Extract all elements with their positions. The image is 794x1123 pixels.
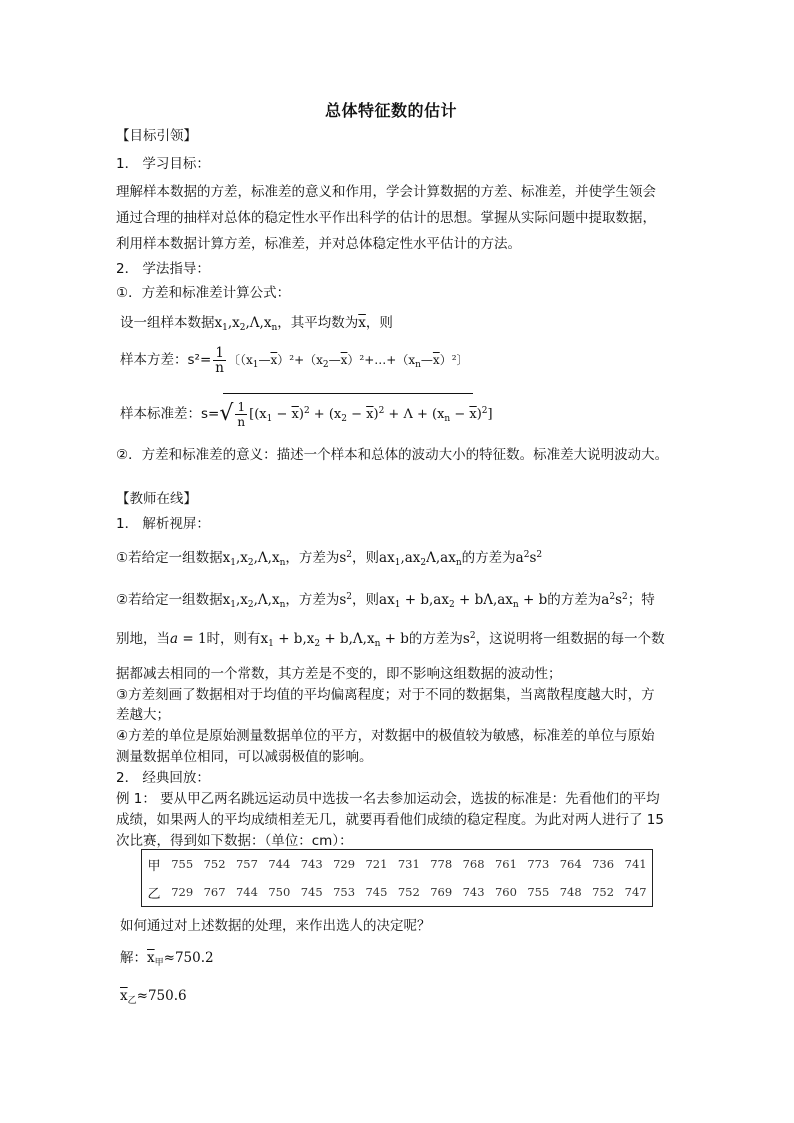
goal-paragraph-line-1: 理解样本数据的方差，标准差的意义和作用，学会计算数据的方差、标准差，并使学生领会	[116, 184, 656, 200]
variance-expression: 〔$(x_1—\overline{x})^2+(x_2—\overline{x})^2+\dots+(x_n—\overline{x})^2$〕	[227, 353, 469, 370]
table-cell: 767	[203, 885, 226, 899]
setup-mean: $\overline{x}$	[358, 315, 366, 331]
goal-paragraph-line-3: 利用样本数据计算方差，标准差，并对总体稳定性水平估计的方法。	[116, 236, 521, 252]
table-cell: 745	[300, 885, 323, 899]
variance-fraction: $\frac{1}{n}$	[215, 344, 224, 376]
table-cell: 741	[624, 857, 647, 871]
table-cell: 752	[397, 885, 420, 899]
table-cell: 745	[365, 885, 388, 899]
table-cell: 750	[268, 885, 291, 899]
solution-line-2: $\overline{x}_乙\approx 750.6$	[120, 988, 187, 1006]
table-cell: 755	[171, 857, 194, 871]
table-cell: 753	[333, 885, 356, 899]
goal-paragraph-line-2: 通过合理的抽样对总体的稳定性水平作出科学的估计的思想。掌握从实际问题中提取数据，	[116, 210, 656, 226]
teacher-point-1: ①若给定一组数据$x_1,x_2,\Lambda,x_n$，方差为$s^2$，则$ax_1,ax_2\Lambda,ax_n$的方差为$a^2s^2$	[116, 550, 543, 568]
sqrt-sign: √	[219, 401, 234, 426]
teacher-point-2: ②若给定一组数据$x_1,x_2,\Lambda,x_n$，方差为$s^2$，则$ax_1 + b,ax_2 + b\Lambda,ax_n + b$的方差为$a^2s^2$；特	[116, 592, 655, 610]
table-cell: 752	[592, 885, 615, 899]
goal-item-1: 1． 学习目标：	[116, 156, 210, 172]
solution-line-1: 解：$\overline{x}_甲\approx 750.2$	[120, 950, 214, 968]
goal-item-2: 2． 学法指导：	[116, 261, 210, 277]
table-cell: 768	[462, 857, 485, 871]
variance-formula	[120, 343, 469, 377]
table-cell: 744	[235, 885, 258, 899]
row-label: 乙	[147, 886, 161, 902]
table-cell: 757	[235, 857, 258, 871]
table-cell: 755	[527, 885, 550, 899]
table-cell: 747	[624, 885, 647, 899]
row-label: 甲	[147, 858, 161, 874]
teacher-point-2-end: 据都减去相同的一个常数，其方差是不变的，即不影响这组数据的波动性；	[116, 666, 562, 682]
example-question: 如何通过对上述数据的处理，来作出选人的决定呢？	[120, 918, 431, 934]
section-heading-teacher: 【教师在线】	[116, 491, 197, 507]
table-cell: 778	[430, 857, 453, 871]
teacher-item-2: 2． 经典回放：	[116, 770, 210, 786]
table-cell: 744	[268, 857, 291, 871]
setup-prefix: 设一组样本数据	[120, 315, 215, 331]
sd-fraction: $\frac{1}{n}$	[237, 399, 246, 429]
sqrt-vinculum	[223, 393, 473, 394]
table-cell: 721	[365, 857, 388, 871]
setup-vars: $x_1,x_2,\Lambda,x_n$	[214, 315, 278, 333]
table-cell: 748	[559, 885, 582, 899]
formula-setup	[120, 311, 393, 333]
variance-label: 样本方差：s²=	[120, 352, 212, 368]
example-1-line-2: 成绩，如果两人的平均成绩相差无几，就要再看他们成绩的稳定程度。为此对两人进行了 15	[116, 812, 664, 828]
teacher-point-4-line-2: 测量数据单位相同，可以减弱极值的影响。	[116, 749, 373, 765]
table-cell: 729	[171, 885, 194, 899]
table-cell: 729	[333, 857, 356, 871]
goal-sub-2: ②．方差和标准差的意义：描述一个样本和总体的波动大小的特征数。标准差大说明波动大。	[116, 447, 669, 463]
table-cell: 764	[559, 857, 582, 871]
table-cell: 769	[430, 885, 453, 899]
section-heading-goal: 【目标引领】	[116, 128, 197, 144]
table-cell: 743	[300, 857, 323, 871]
teacher-item-1: 1． 解析视屏：	[116, 516, 210, 532]
teacher-point-3-line-2: 差越大；	[116, 707, 170, 723]
sd-label: 样本标准差：s=	[120, 406, 220, 422]
table-row	[142, 850, 653, 879]
goal-sub-1: ①．方差和标准差计算公式：	[116, 285, 291, 301]
scores-table	[141, 849, 653, 907]
page-title: 总体特征数的估计	[325, 101, 458, 120]
setup-suffix: ，则	[365, 315, 393, 331]
example-1-line-3: 次比赛，得到如下数据：（单位：cm）：	[116, 833, 353, 849]
table-cell: 736	[592, 857, 615, 871]
sd-formula	[120, 396, 493, 429]
teacher-point-2-continued: 别地，当a = 1时，则有$x_1 + b,x_2 + b,\Lambda,x_n + b$的方差为$s^2$，这说明将一组数据的每一个数	[116, 631, 665, 649]
setup-mid: ，其平均数为	[277, 315, 359, 331]
table-cell: 773	[527, 857, 550, 871]
example-1-line-1: 例 1： 要从甲乙两名跳远运动员中选拔一名去参加运动会，选拔的标准是：先看他们的平均	[116, 791, 660, 807]
teacher-point-4-line-1: ④方差的单位是原始测量数据单位的平方，对数据中的极值较为敏感，标准差的单位与原始	[116, 728, 655, 744]
teacher-point-3-line-1: ③方差刻画了数据相对于均值的平均偏离程度；对于不同的数据集，当离散程度越大时，方	[116, 687, 655, 703]
table-cell: 752	[203, 857, 226, 871]
table-cell: 761	[494, 857, 517, 871]
table-cell: 731	[397, 857, 420, 871]
table-cell: 743	[462, 885, 485, 899]
sd-expression: $[(x_1 - \overline{x})^2 + (x_2 - \overline{x})^2 + \Lambda + (x_n - \overline{x})^2]$	[249, 406, 493, 424]
table-row	[142, 878, 653, 907]
table-cell: 760	[494, 885, 517, 899]
